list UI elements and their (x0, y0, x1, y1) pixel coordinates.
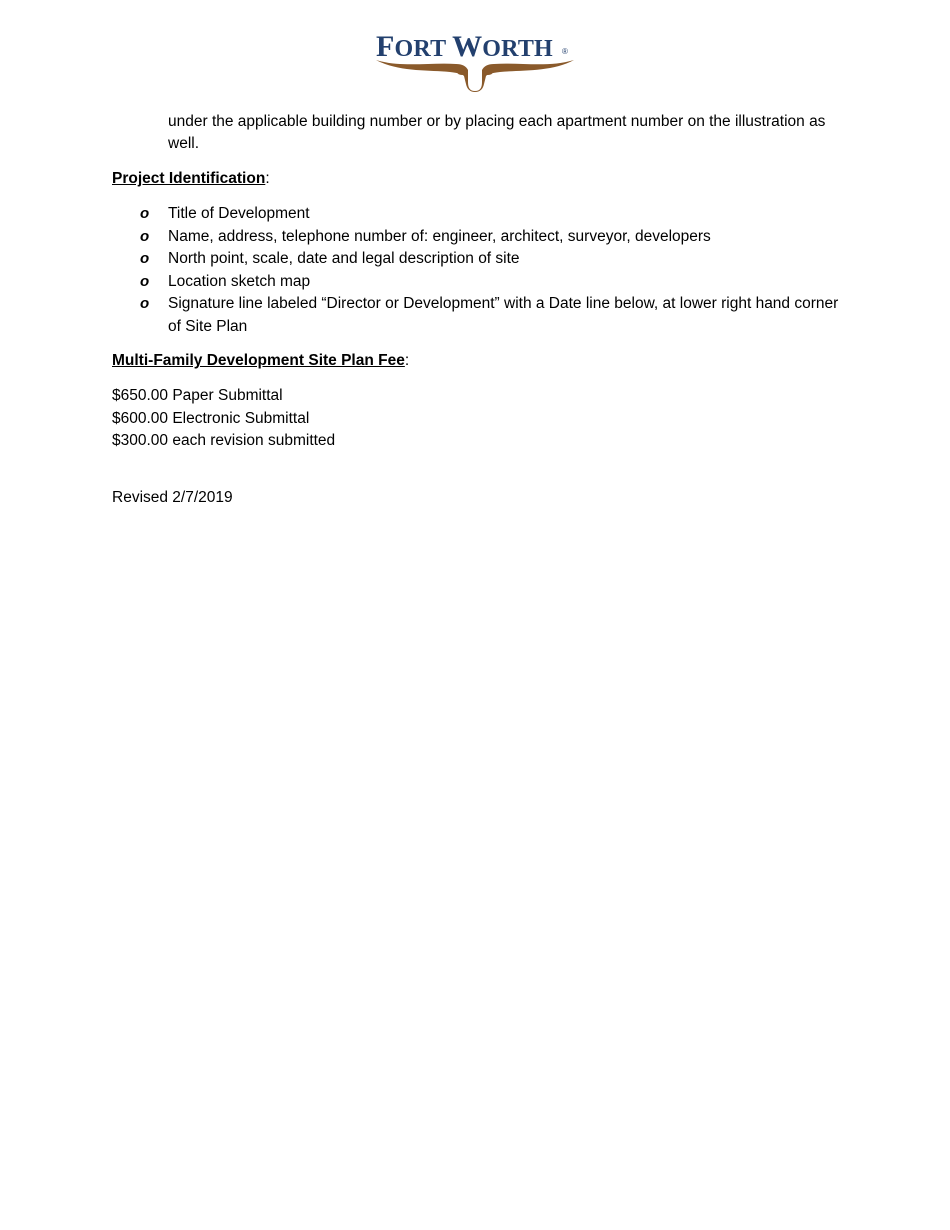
bullet-icon: o (140, 227, 150, 245)
heading-colon: : (404, 352, 410, 369)
revised-date: Revised 2/7/2019 (112, 489, 233, 506)
list-item: o North point, scale, date and legal description of site (140, 248, 840, 271)
fee-line: $650.00 Paper Submittal (112, 387, 283, 404)
project-identification-heading (112, 168, 270, 190)
bullet-icon: o (140, 272, 150, 290)
list-item: o Location sketch map (140, 271, 840, 294)
intro-continuation: under the applicable building number or by placing each apartment number on the illustration as well. (168, 113, 826, 152)
project-identification-list (140, 203, 840, 338)
bullet-icon: o (140, 250, 150, 267)
logo-wordmark: FORT WORTH (376, 30, 553, 63)
heading-colon: : (265, 170, 270, 187)
fee-line: $300.00 each revision submitted (112, 432, 336, 449)
longhorn-icon (372, 54, 578, 94)
list-item: o Signature line labeled “Director or Development” with a Date line below, at lower right hand corner of Site Plan (140, 295, 839, 335)
fort-worth-logo (372, 30, 578, 94)
bullet-icon: o (140, 205, 150, 222)
list-item: o Title of Development (140, 203, 840, 226)
fee-list (112, 385, 335, 453)
bullet-icon: o (140, 295, 150, 312)
list-item: o Name, address, telephone number of: engineer, architect, surveyor, developers (140, 226, 840, 249)
site-plan-fee-title: Multi-Family Development Site Plan Fee (112, 352, 405, 369)
fee-line: $600.00 Electronic Submittal (112, 409, 310, 427)
site-plan-fee-heading (112, 350, 409, 372)
project-identification-title: Project Identification (112, 170, 266, 187)
registered-mark: ® (562, 47, 568, 56)
